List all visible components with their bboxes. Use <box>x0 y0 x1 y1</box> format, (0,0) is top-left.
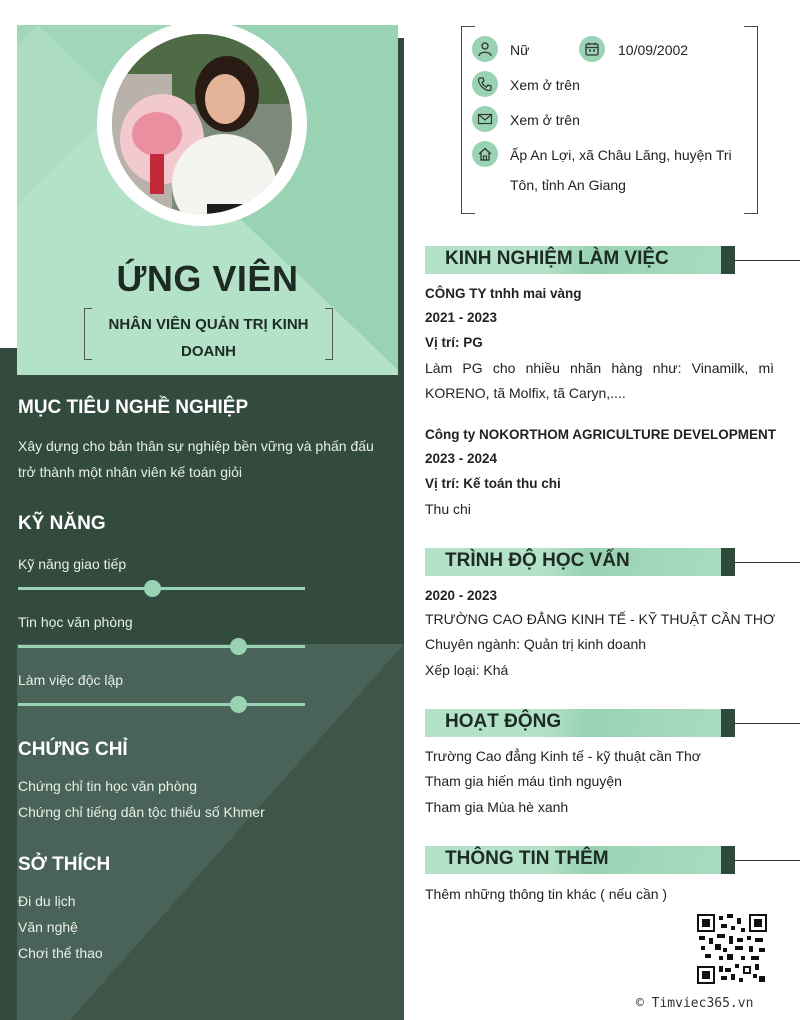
skill-bar <box>18 703 305 706</box>
education-title: TRÌNH ĐỘ HỌC VẤN <box>445 550 630 571</box>
additional-title: THÔNG TIN THÊM <box>445 848 609 869</box>
user-icon <box>472 36 498 62</box>
hobbies-title: SỞ THÍCH <box>18 854 111 875</box>
address-line-2: Tôn, tỉnh An Giang <box>510 177 626 193</box>
certificate-item: Chứng chỉ tin học văn phòng <box>18 778 198 794</box>
skill-bar <box>18 587 305 590</box>
candidate-position: NHÂN VIÊN QUẢN TRỊ KINH DOANH <box>108 316 309 360</box>
job-period: 2021 - 2023 <box>425 310 498 325</box>
mail-icon <box>472 106 498 132</box>
skill-label: Làm việc độc lập <box>18 672 124 688</box>
job-period: 2023 - 2024 <box>425 451 498 466</box>
additional-text: Thêm những thông tin khác ( nếu cần ) <box>425 886 668 902</box>
skill-label: Tin học văn phòng <box>18 614 133 630</box>
activities-title: HOẠT ĐỘNG <box>445 711 562 732</box>
bracket-right <box>744 26 758 214</box>
home-icon <box>472 141 498 167</box>
hobby-item: Văn nghệ <box>18 919 78 935</box>
address-line-1: Ấp An Lợi, xã Châu Lăng, huyện Tri <box>510 147 732 163</box>
education-grade: Xếp loại: Khá <box>425 662 509 678</box>
career-goal-text: Xây dựng cho bản thân sự nghiệp bền vững và phấn đấu trở thành một nhân viên kế toán giỏi <box>18 438 374 480</box>
career-goal-title: MỤC TIÊU NGHỀ NGHIỆP <box>18 397 249 418</box>
certificates-title: CHỨNG CHỈ <box>18 739 128 760</box>
phone-value: Xem ở trên <box>510 77 580 93</box>
phone-icon <box>472 71 498 97</box>
copyright-text: © Timviec365.vn <box>636 996 754 1011</box>
candidate-name: ỨNG VIÊN <box>116 258 299 299</box>
activity-item: Tham gia hiến máu tình nguyện <box>425 773 622 789</box>
job-description: Làm PG cho nhiều nhãn hàng như: Vinamilk, mì KORENO, tã Molfix, tã Caryn,.... <box>425 360 774 401</box>
skill-bar <box>18 645 305 648</box>
activity-item: Tham gia Mùa hè xanh <box>425 799 569 815</box>
education-header <box>425 548 735 576</box>
job-role: Vị trí: PG <box>425 335 483 350</box>
job-company: CÔNG TY tnhh mai vàng <box>425 286 582 301</box>
education-period: 2020 - 2023 <box>425 588 498 603</box>
education-major: Chuyên ngành: Quản trị kinh doanh <box>425 636 647 652</box>
job-role: Vị trí: Kế toán thu chi <box>425 476 561 491</box>
avatar <box>112 34 292 214</box>
job-company: Công ty NOKORTHOM AGRICULTURE DEVELOPMENT <box>425 427 776 442</box>
hobby-item: Đi du lịch <box>18 893 76 909</box>
activities-header <box>425 709 735 737</box>
position-frame <box>84 308 333 360</box>
calendar-icon <box>579 36 605 62</box>
skill-label: Kỹ năng giao tiếp <box>18 556 127 572</box>
certificate-item: Chứng chỉ tiếng dân tộc thiểu số Khmer <box>18 804 265 820</box>
education-school: TRƯỜNG CAO ĐẲNG KINH TẾ - KỸ THUẬT CẦN THƠ <box>425 611 775 627</box>
skills-title: KỸ NĂNG <box>18 513 106 534</box>
job-description: Thu chi <box>425 501 471 517</box>
gender-value: Nữ <box>510 42 530 58</box>
qr-code-icon <box>697 914 767 984</box>
activity-item: Trường Cao đẳng Kinh tế - kỹ thuật cần Thơ <box>425 748 701 764</box>
email-value: Xem ở trên <box>510 112 580 128</box>
birthdate-value: 10/09/2002 <box>618 42 689 58</box>
experience-title: KINH NGHIỆM LÀM VIỆC <box>445 248 669 269</box>
hobby-item: Chơi thể thao <box>18 945 103 961</box>
additional-header <box>425 846 735 874</box>
experience-header <box>425 246 735 274</box>
